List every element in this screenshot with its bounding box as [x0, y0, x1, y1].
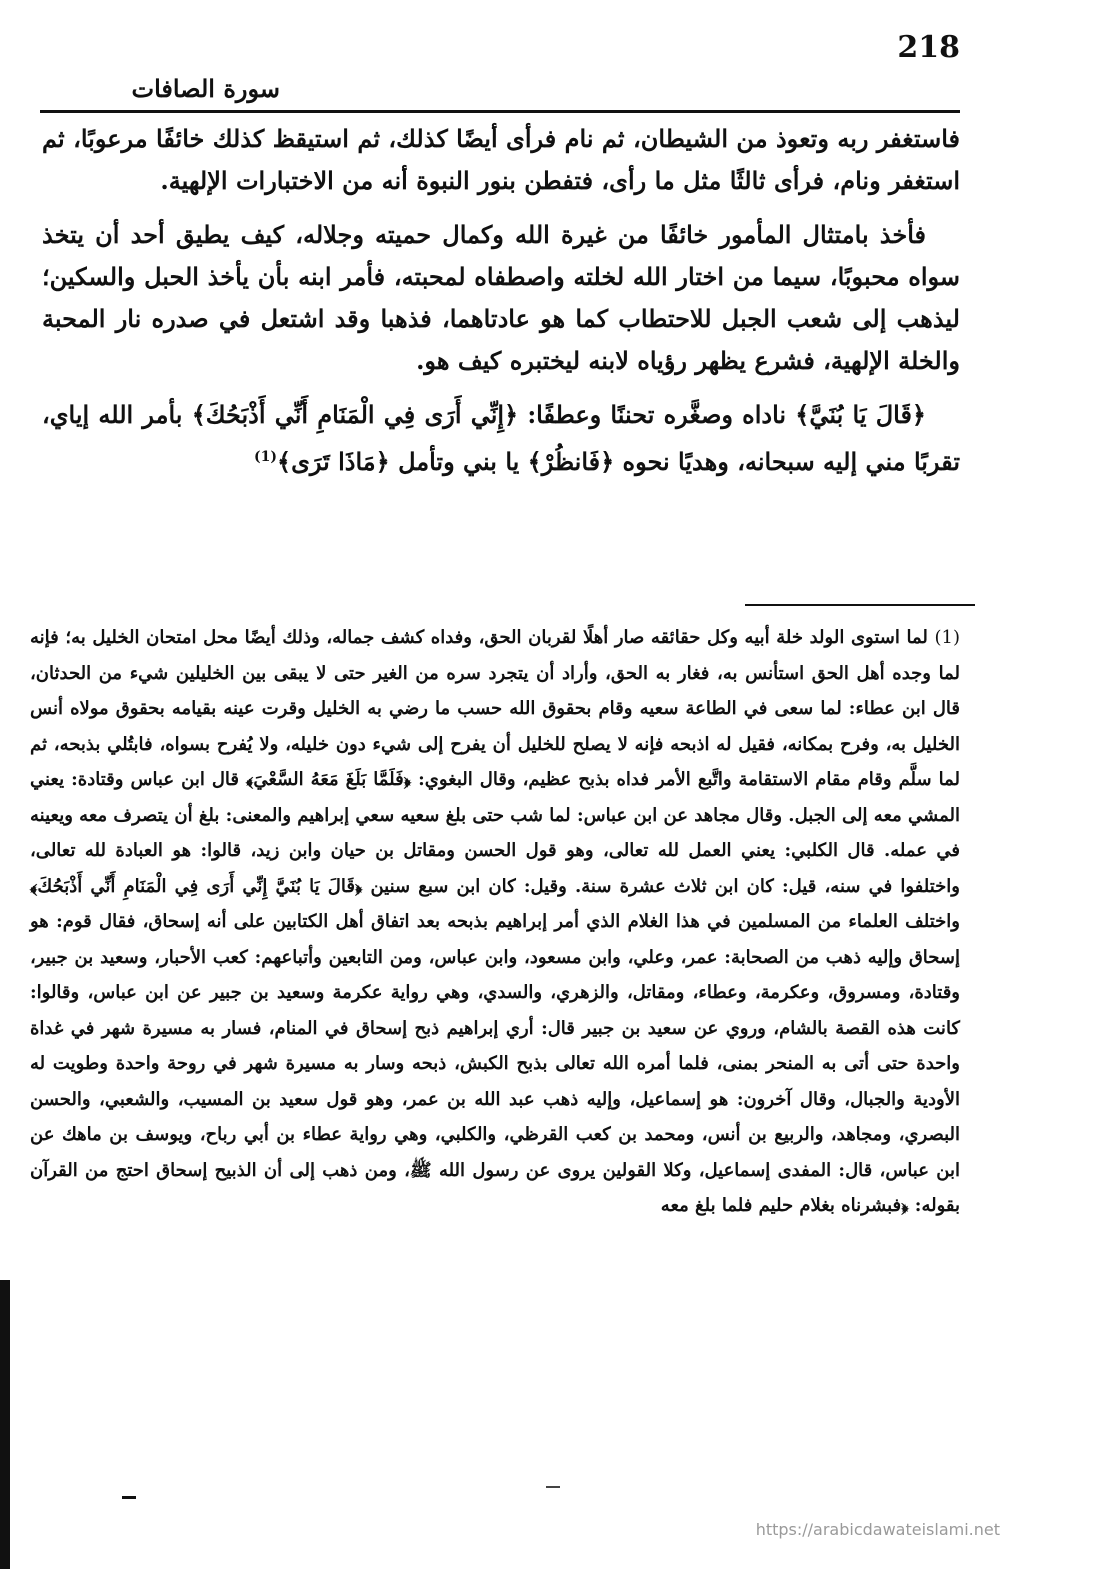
main-paragraph-1: فاستغفر ربه وتعوذ من الشيطان، ثم نام فرأى أيضًا كذلك، ثم استيقظ كذلك خائفًا مرعوبًا، ثم استغفر ونام، فرأى ثالثًا مثل ما رأى، فتفطن بنور النبوة أنه من الاختبارات الإلهية. [42, 124, 960, 195]
footnote-separator [745, 604, 975, 606]
footnote-text: لما استوى الولد خلة أبيه وكل حقائقه صار أهلًا لقربان الحق، وفداه كشف جماله، وذلك أيضًا محل امتحان الخليل به؛ فإنه لما وجده أهل الحق استأنس به، فغار به الحق، وأراد أن يتجرد سره من الغير حتى لا يبقى بين الخليلين شيء من الحدثان، قال ابن عطاء: لما سعى في الطاعة سعيه وقام بحقوق الله حسب ما رضي به الخليل وقرت عينه بقيامه بحقوق مولاه أنس الخليل به، وفرح بمكانه، فقيل له اذبحه فإنه لا يصلح للخليل أن يفرح إلى شيء دون خليله، ولا يُفرح بسواه، فابتُلي بذبحه، ثم لما سلَّم وقام مقام الاستقامة واتَّبع الأمر فداه بذبح عظيم، وقال البغوي: ﴿فَلَمَّا بَلَغَ مَعَهُ السَّعْيَ﴾ قال ابن عباس وقتادة: يعني المشي معه إلى الجبل. وقال مجاهد عن ابن عباس: لما شب حتى بلغ سعيه سعي إبراهيم والمعنى: بلغ أن يتصرف معه ويعينه في عمله. قال الكلبي: يعني العمل لله تعالى، وهو قول الحسن ومقاتل بن حيان وابن زيد، قالوا: هو العبادة لله تعالى، واختلفوا في سنه، قيل: كان ابن ثلاث عشرة سنة. وقيل: كان ابن سبع سنين ﴿قَالَ يَا بُنَيَّ إِنِّي أَرَى فِي الْمَنَامِ أَنِّي أَذْبَحُكَ﴾ واختلف العلماء من المسلمين في هذا الغلام الذي أمر إبراهيم بذبحه بعد اتفاق أهل الكتابين على أنه إسحاق، فقال قوم: هو إسحاق وإليه ذهب من الصحابة: عمر، وعلي، وابن مسعود، وابن عباس، ومن التابعين وأتباعهم: كعب الأحبار، وسعيد بن جبير، وقتادة، ومسروق، وعكرمة، وعطاء، ومقاتل، والزهري، والسدي، وهي رواية عكرمة وسعيد بن جبير عن ابن عباس، وقالوا: كانت هذه القصة بالشام، وروي عن سعيد بن جبير قال: أري إبراهيم ذبح إسحاق في المنام، فسار به مسيرة شهر في غداة واحدة حتى أتى به المنحر بمنى، فلما أمره الله تعالى بذبح الكبش، ذبحه وسار به مسيرة شهر في روحة واحدة وطويت له الأودية والجبال، وقال آخرون: هو إسماعيل، وإليه ذهب عبد الله بن عمر، وهو قول سعيد بن المسيب، والشعبي، والحسن البصري، ومجاهد، والربيع بن أنس، ومحمد بن كعب القرظي، والكلبي، وهي رواية عطاء بن أبي رباح، ويوسف بن ماهك عن ابن عباس، قال: المفدى إسماعيل، وكلا القولين يروى عن رسول الله ﷺ، ومن ذهب إلى أن الذبيح إسحاق احتج من القرآن بقوله: ﴿فبشرناه بغلام حليم فلما بلغ معه [30, 627, 960, 1216]
footnote [30, 620, 960, 1224]
main-paragraph-3-text: ﴿قَالَ يَا بُنَيَّ﴾ ناداه وصغَّره تحننًا وعطفًا: ﴿إِنِّي أَرَى فِي الْمَنَامِ أَنِّي أَذْبَحُكَ﴾ بأمر الله إياي، تقربًا مني إليه سبحانه، وهديًا نحوه ﴿فَانظُرْ﴾ يا بني وتأمل ﴿مَاذَا تَرَى﴾ [42, 400, 960, 476]
header-rule [40, 110, 960, 113]
running-header-surah-name: سورة الصافات [131, 74, 280, 103]
scan-mark [546, 1486, 560, 1488]
main-paragraph-2: فأخذ بامتثال المأمور خائفًا من غيرة الله وكمال حميته وجلاله، كيف يطيق أحد أن يتخذ سواه محبوبًا، سيما من اختار الله لخلته واصطفاه لمحبته، فأمر ابنه بأن يأخذ الحبل والسكين؛ ليذهب إلى شعب الجبل للاحتطاب كما هو عادتاهما، فذهبا وقد اشتعل في صدره نار المحبة والخلة الإلهية، فشرع يظهر رؤياه لابنه ليختبره كيف هو. [42, 220, 960, 375]
main-paragraph-3 [42, 394, 960, 483]
watermark-url: https://arabicdawateislami.net [755, 1520, 1000, 1539]
scan-mark [122, 1496, 136, 1499]
footnote-reference[interactable]: (1) [254, 449, 277, 465]
scan-edge-shadow [0, 1280, 10, 1569]
footnote-number: (1) [934, 627, 960, 648]
page-number: 218 [897, 30, 960, 65]
main-text [42, 118, 960, 495]
